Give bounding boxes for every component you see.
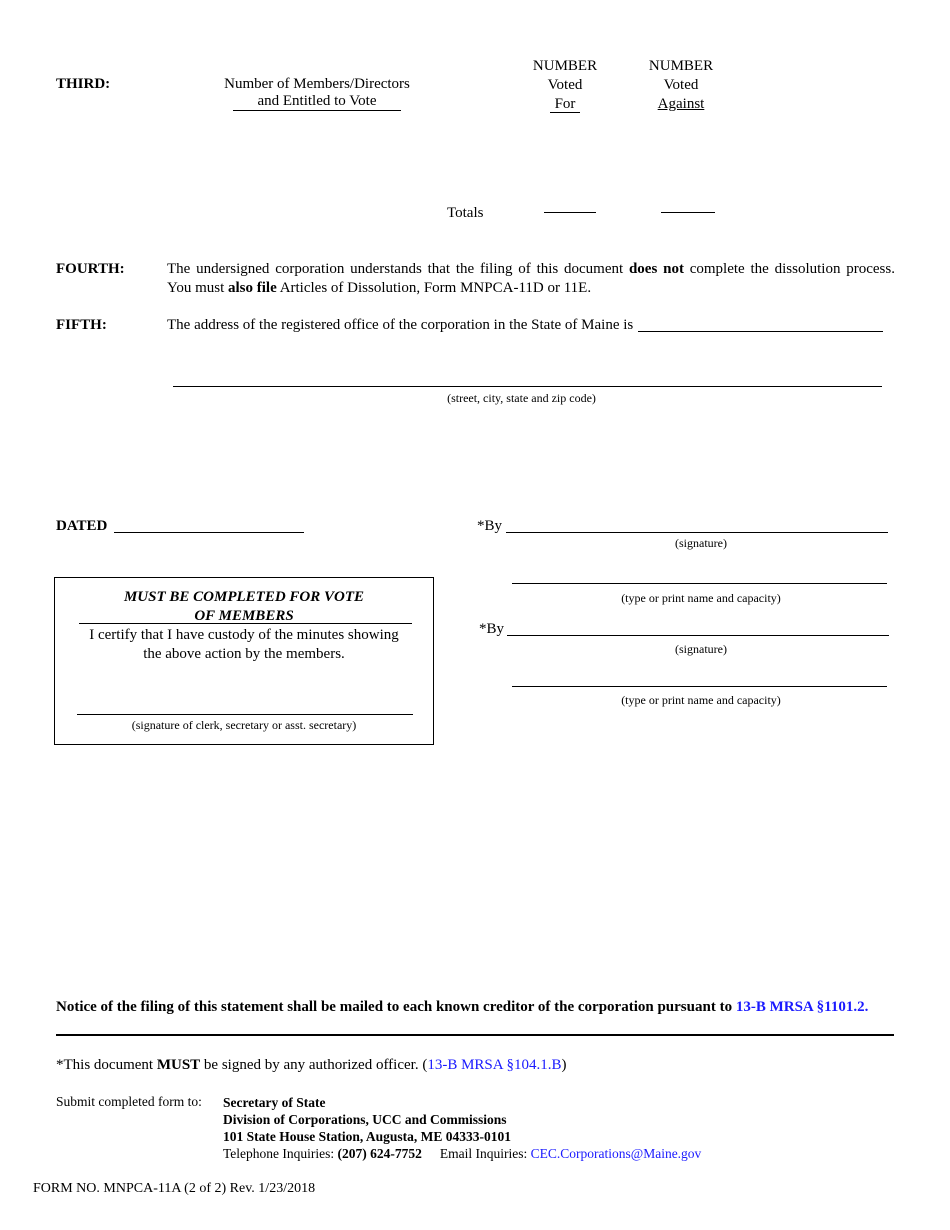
submit-line1: Secretary of State bbox=[223, 1095, 326, 1110]
voted-for-column-header bbox=[520, 57, 610, 114]
members-header-line2: and Entitled to Vote bbox=[233, 93, 400, 111]
email-label: Email Inquiries: bbox=[439, 1146, 531, 1161]
totals-for-field[interactable] bbox=[544, 212, 596, 213]
registered-office-field-line2[interactable] bbox=[173, 386, 882, 387]
third-label: THIRD: bbox=[56, 76, 111, 92]
signature1-caption: (signature) bbox=[675, 536, 727, 550]
submit-address-block bbox=[223, 1094, 701, 1162]
voted-against-line3: Against bbox=[657, 96, 705, 112]
phone-number: (207) 624-7752 bbox=[337, 1146, 422, 1161]
vote-box-certification bbox=[55, 626, 433, 664]
phone-label: Telephone Inquiries: bbox=[223, 1146, 338, 1161]
fourth-text-line1 bbox=[167, 261, 895, 278]
fourth-label: FOURTH: bbox=[56, 261, 125, 277]
must-sign-statute-link[interactable]: 13-B MRSA §104.1.B bbox=[427, 1057, 562, 1073]
must-sign-prefix: *This document bbox=[56, 1057, 157, 1073]
address-caption: (street, city, state and zip code) bbox=[447, 391, 596, 405]
creditor-notice bbox=[56, 999, 868, 1016]
signature2-field[interactable] bbox=[507, 635, 889, 636]
vote-box-cert-line1: I certify that I have custody of the minutes showing bbox=[89, 627, 399, 643]
by1-label: *By bbox=[477, 518, 503, 534]
submit-line3: 101 State House Station, Augusta, ME 04333-0101 bbox=[223, 1129, 512, 1144]
creditor-notice-statute-link[interactable]: 13-B MRSA §1101.2. bbox=[735, 999, 869, 1015]
totals-against-field[interactable] bbox=[661, 212, 715, 213]
registered-office-field-line1[interactable] bbox=[638, 331, 883, 332]
vote-box-cert-line2: the above action by the members. bbox=[143, 646, 345, 662]
fourth-text-part2: complete the dissolution process. bbox=[683, 261, 895, 277]
clerk-signature-caption: (signature of clerk, secretary or asst. secretary) bbox=[131, 718, 357, 732]
fifth-label: FIFTH: bbox=[56, 317, 107, 333]
members-header-line1: Number of Members/Directors bbox=[224, 76, 410, 92]
by2-label: *By bbox=[479, 621, 505, 637]
clerk-signature-field[interactable] bbox=[77, 714, 413, 715]
dated-label: DATED bbox=[56, 518, 108, 534]
signature1-field[interactable] bbox=[506, 532, 888, 533]
voted-for-line2: Voted bbox=[547, 77, 583, 93]
members-column-header bbox=[200, 76, 434, 111]
fourth-text-line2 bbox=[167, 280, 591, 297]
submit-contact-line bbox=[223, 1145, 701, 1162]
name2-field[interactable] bbox=[512, 686, 887, 687]
members-vote-box bbox=[54, 577, 434, 745]
form-number-footer: FORM NO. MNPCA-11A (2 of 2) Rev. 1/23/2018 bbox=[33, 1181, 316, 1196]
voted-against-line2: Voted bbox=[663, 77, 699, 93]
totals-label: Totals bbox=[447, 205, 484, 221]
signature2-caption: (signature) bbox=[675, 642, 727, 656]
vote-box-title bbox=[55, 588, 433, 626]
submit-label: Submit completed form to: bbox=[56, 1094, 202, 1109]
must-sign-suffix: ) bbox=[561, 1057, 567, 1073]
voted-for-line1: NUMBER bbox=[532, 58, 598, 74]
voted-against-line1: NUMBER bbox=[648, 58, 714, 74]
name1-field[interactable] bbox=[512, 583, 887, 584]
fourth-text-part1: The undersigned corporation understands that the filing of this document bbox=[167, 261, 629, 277]
fourth-text-bold: does not bbox=[628, 261, 684, 277]
voted-for-line3: For bbox=[550, 96, 581, 113]
email-link[interactable]: CEC.Corporations@Maine.gov bbox=[530, 1146, 702, 1161]
fourth-line2-part1: You must bbox=[167, 280, 229, 296]
fourth-line2-bold: also file bbox=[228, 280, 277, 296]
section-divider bbox=[56, 1034, 894, 1036]
submit-line2: Division of Corporations, UCC and Commissions bbox=[223, 1112, 507, 1127]
fifth-text: The address of the registered office of the corporation in the State of Maine is bbox=[167, 317, 634, 333]
voted-against-column-header bbox=[636, 57, 726, 114]
must-sign-middle: be signed by any authorized officer. ( bbox=[200, 1057, 428, 1073]
vote-box-title-underline bbox=[79, 623, 412, 624]
creditor-notice-text: Notice of the filing of this statement shall be mailed to each known creditor of the corporation pursuant to bbox=[56, 999, 736, 1015]
fourth-line2-part2: Articles of Dissolution, Form MNPCA-11D or 11E. bbox=[276, 280, 592, 296]
must-sign-bold: MUST bbox=[156, 1057, 201, 1073]
name1-caption: (type or print name and capacity) bbox=[621, 591, 781, 605]
must-sign-notice bbox=[56, 1057, 567, 1074]
dated-field[interactable] bbox=[114, 532, 304, 533]
vote-box-title-line1: MUST BE COMPLETED FOR VOTE bbox=[123, 589, 365, 605]
name2-caption: (type or print name and capacity) bbox=[621, 693, 781, 707]
vote-box-title-line2: OF MEMBERS bbox=[194, 608, 294, 624]
